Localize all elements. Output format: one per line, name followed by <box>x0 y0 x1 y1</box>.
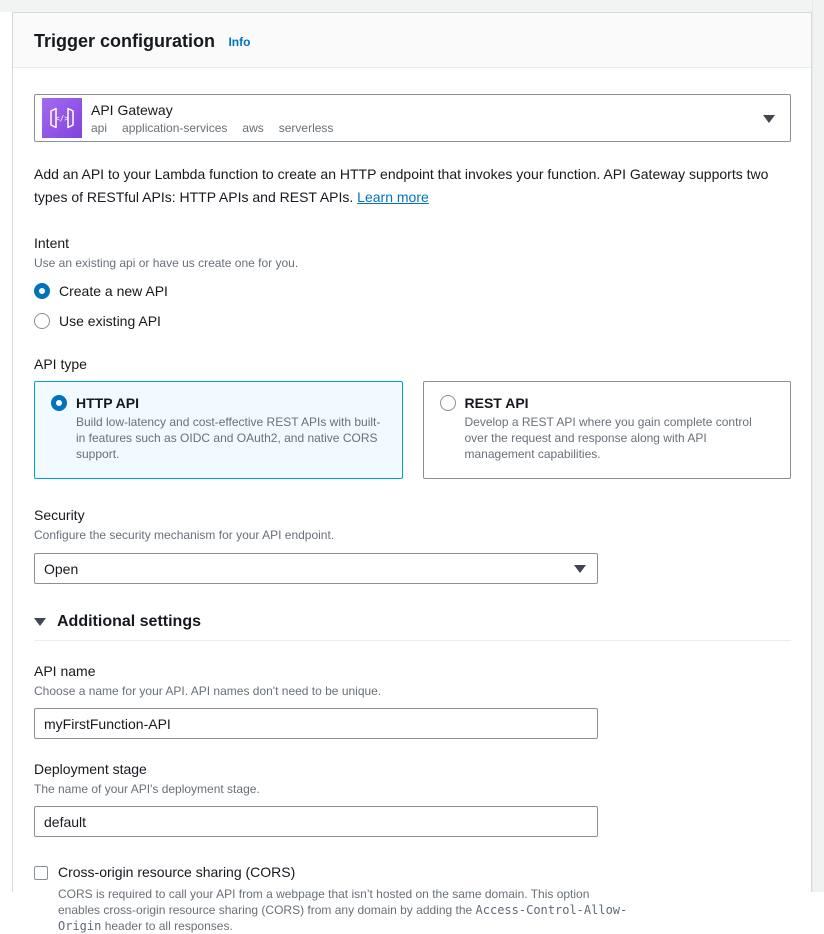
security-field <box>34 506 791 584</box>
radio-label: Use existing API <box>59 313 161 329</box>
cors-checkbox[interactable] <box>34 866 48 880</box>
security-description: Configure the security mechanism for your API endpoint. <box>34 528 335 542</box>
service-tags <box>91 121 333 135</box>
service-description-text: Add an API to your Lambda function to create an HTTP endpoint that invokes your function. API Gateway supports two types of RESTful APIs: HTTP APIs and REST APIs. <box>34 166 769 205</box>
radio-icon-unselected[interactable] <box>440 395 456 411</box>
api-gateway-icon <box>42 98 82 138</box>
security-selected-value: Open <box>44 560 79 577</box>
info-link[interactable]: Info <box>228 35 251 49</box>
scrollbar-track[interactable] <box>812 0 824 892</box>
deployment-stage-field <box>34 760 791 837</box>
page-top-strip <box>0 0 824 12</box>
cors-text <box>58 863 628 934</box>
intent-description: Use an existing api or have us create one for you. <box>34 256 299 270</box>
panel-header <box>13 13 811 68</box>
trigger-source-text <box>91 101 333 135</box>
deployment-stage-description: The name of your API's deployment stage. <box>34 782 260 796</box>
card-title: HTTP API <box>76 395 140 411</box>
intent-label: Intent <box>34 235 70 251</box>
page-title: Trigger configuration <box>34 31 216 51</box>
security-select[interactable] <box>34 553 598 584</box>
cors-header-code: Access-Control-Allow-Origin <box>58 903 628 933</box>
card-rest-api[interactable] <box>423 381 792 479</box>
additional-settings-title: Additional settings <box>57 613 201 630</box>
caret-down-icon <box>763 115 775 123</box>
trigger-configuration-panel <box>12 12 812 933</box>
caret-down-icon <box>574 565 586 573</box>
trigger-source-select[interactable] <box>34 94 791 142</box>
card-title-row <box>51 395 386 411</box>
api-name-label: API name <box>34 663 96 679</box>
radio-icon-selected[interactable] <box>51 395 67 411</box>
deployment-stage-label: Deployment stage <box>34 761 147 777</box>
api-type-label: API type <box>34 356 87 372</box>
cors-field <box>34 863 791 934</box>
cors-description <box>58 886 628 934</box>
intent-field <box>34 234 791 331</box>
card-title-row <box>440 395 775 411</box>
service-name: API Gateway <box>91 102 173 118</box>
section-divider <box>34 640 791 641</box>
svg-text:</>: </> <box>55 113 69 123</box>
panel-body <box>13 94 811 934</box>
service-tag: application-services <box>122 121 228 135</box>
service-tag: serverless <box>278 121 334 135</box>
radio-icon-unselected[interactable] <box>34 313 50 329</box>
card-http-api[interactable] <box>34 381 403 479</box>
cors-label: Cross-origin resource sharing (CORS) <box>58 864 296 880</box>
card-description: Build low-latency and cost-effective REST APIs with built-in features such as OIDC and OAuth2, and native CORS support. <box>76 415 381 461</box>
service-tag: aws <box>242 121 264 135</box>
radio-create-new-api[interactable] <box>34 281 791 301</box>
radio-icon-selected[interactable] <box>34 283 50 299</box>
card-description: Develop a REST API where you gain complete control over the request and response along with API management capabilities. <box>464 415 752 461</box>
additional-settings-expander[interactable] <box>34 613 791 631</box>
card-title: REST API <box>464 395 529 411</box>
deployment-stage-input[interactable] <box>34 806 598 837</box>
api-type-cards <box>34 381 791 479</box>
radio-use-existing-api[interactable] <box>34 311 791 331</box>
caret-down-icon <box>34 618 46 626</box>
service-description <box>34 163 791 209</box>
api-name-input[interactable] <box>34 708 598 739</box>
cors-description-text: header to all responses. <box>101 919 233 933</box>
api-type-field <box>34 355 791 479</box>
api-name-field <box>34 662 791 739</box>
security-label: Security <box>34 507 85 523</box>
learn-more-link[interactable]: Learn more <box>357 189 429 205</box>
cors-description-text: CORS is required to call your API from a webpage that isn’t hosted on the same domain. This option enables cross-origin resource sharing (CORS) from any domain by adding the <box>58 887 590 917</box>
service-tag: api <box>91 121 108 135</box>
radio-label: Create a new API <box>59 283 168 299</box>
api-name-description: Choose a name for your API. API names don't need to be unique. <box>34 684 382 698</box>
